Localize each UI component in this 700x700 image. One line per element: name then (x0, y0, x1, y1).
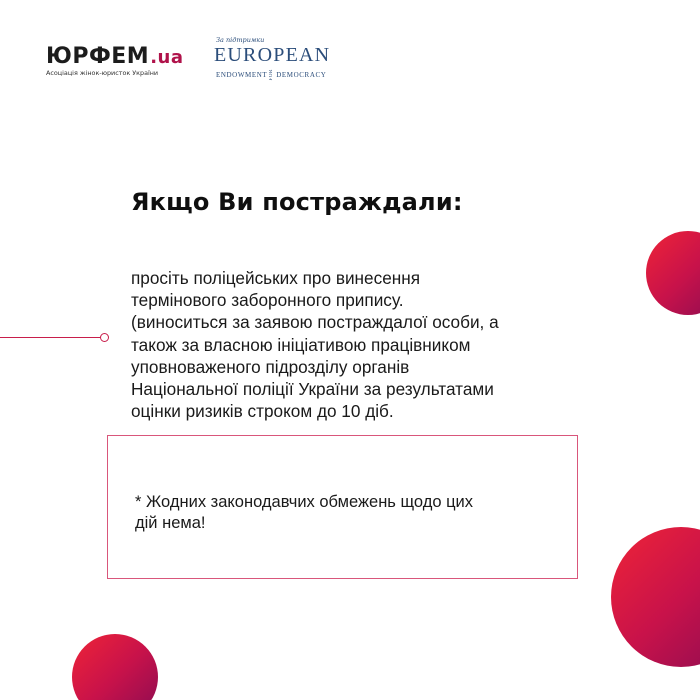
note-line: * Жодних законодавчих обмежень щодо цих (135, 493, 474, 511)
decorative-circle-right-top (646, 231, 700, 315)
decorative-line (0, 337, 104, 338)
yurfem-logo-tagline: Асоціація жінок-юристок України (46, 69, 159, 77)
yurfem-logo (46, 44, 186, 88)
eed-logo (214, 36, 344, 84)
yurfem-logo-wordmark (46, 44, 184, 69)
body-line: оцінки ризиків строком до 10 діб. (131, 401, 394, 422)
eed-logo-endowment: ENDOWMENT (216, 70, 268, 79)
body-line: термінового заборонного припису. (131, 290, 404, 311)
note-box (107, 435, 578, 579)
body-line: просіть поліцейських про винесення (131, 268, 421, 288)
body-line: також за власною ініціативою працівником (131, 334, 471, 355)
body-line: Національної поліції України за результатами (131, 379, 494, 400)
decorative-circle-bottom-left (72, 634, 158, 700)
decorative-dot (100, 333, 109, 342)
eed-logo-pre: За підтримки (216, 36, 265, 44)
eed-logo-title: EUROPEAN (214, 44, 331, 66)
note-text (135, 492, 555, 534)
yurfem-logo-suffix: .ua (150, 47, 184, 68)
eed-logo-for: FOR (269, 69, 275, 81)
yurfem-logo-main: ЮРФЕМ (46, 44, 150, 69)
body-line: уповноваженого підрозділу органів (131, 356, 410, 377)
eed-logo-democracy: DEMOCRACY (276, 70, 327, 79)
note-line: дій нема! (135, 514, 206, 532)
eed-logo-subtitle (216, 69, 326, 81)
page-title: Якщо Ви постраждали: (131, 188, 463, 216)
body-paragraph (131, 267, 571, 422)
body-line: (виноситься за заявою постраждалої особи, а (131, 312, 499, 333)
decorative-circle-right-bottom (611, 527, 700, 667)
